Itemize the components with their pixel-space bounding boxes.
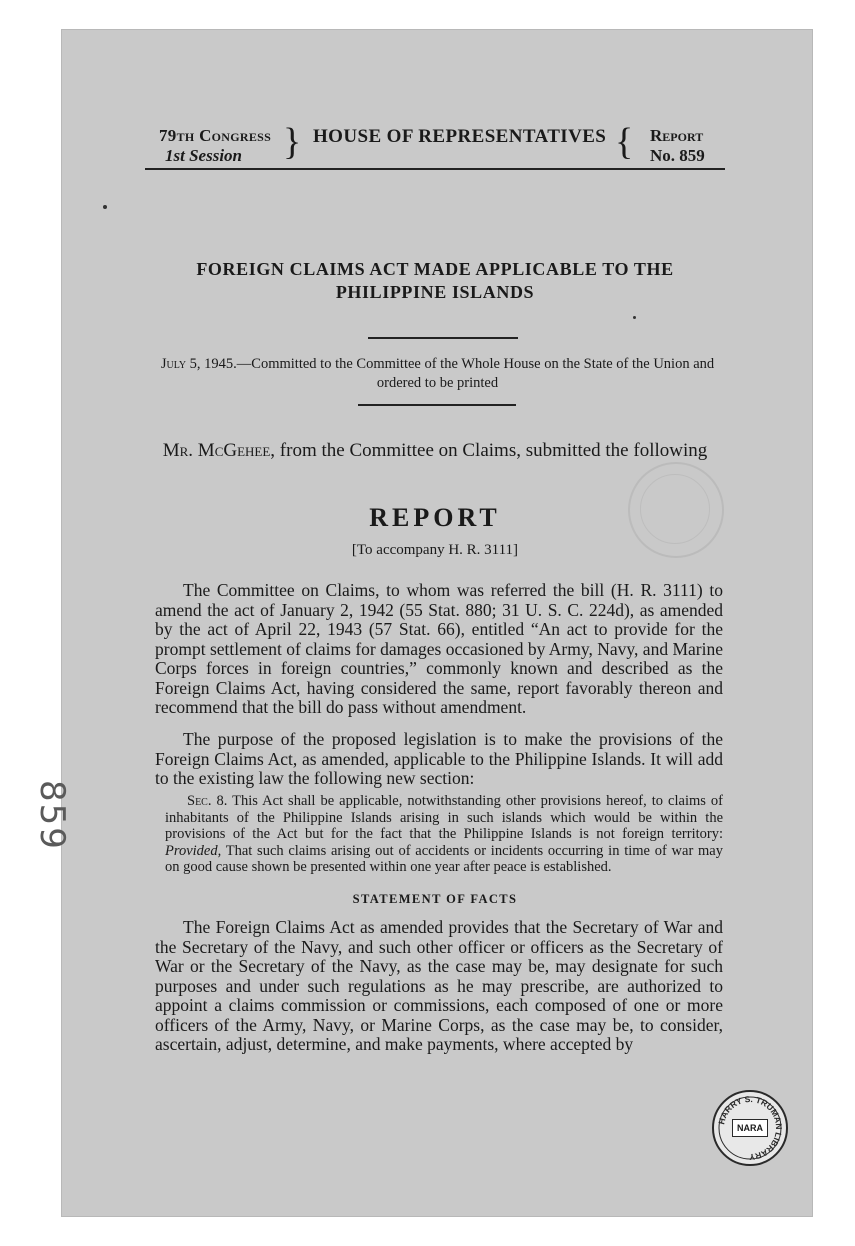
section-label: Sec. 8. — [187, 793, 228, 809]
congress-session — [159, 126, 271, 166]
committed-date: July 5, 1945. — [160, 356, 237, 372]
accompany-note: [To accompany H. R. 3111] — [351, 542, 519, 558]
committed-text: —Committed to the Committee of the Whole House on the State of the Union and ordered to be printed — [236, 356, 715, 391]
session: 1st Session — [165, 146, 242, 165]
faint-received-stamp — [628, 462, 724, 558]
chamber: HOUSE OF REPRESENTATIVES — [313, 126, 607, 147]
committed-divider — [358, 404, 516, 406]
section-text-before: This Act shall be applicable, notwithstanding other provisions hereof, to claims of inhabitants of the Philippine Islands arising in such islands which would be within the provisions of the Act but for the fact that the Philippine Islands is not foreign territory: — [165, 793, 723, 842]
report-number: No. 859 — [650, 146, 705, 165]
submitter-name: Mr. McGehee — [162, 440, 271, 461]
seal-center-text: NARA — [732, 1119, 768, 1137]
right-brace: { — [615, 121, 634, 163]
section-text-after: That such claims arising out of accidents or incidents occurring in time of war may on good cause shown be presented within one year after peace is established. — [165, 842, 723, 875]
report-heading: REPORT — [369, 503, 501, 532]
title-line-2: PHILIPPINE ISLANDS — [335, 282, 535, 302]
seal-ring-text: HARRY S. TRUMAN LIBRARY — [716, 1093, 785, 1163]
page-title — [145, 258, 725, 304]
speck — [633, 316, 636, 319]
section-provided: Provided, — [165, 842, 222, 859]
title-divider — [368, 337, 518, 339]
pencil-marginal-note: 859 — [32, 780, 72, 851]
quoted-section — [165, 793, 723, 876]
congress: 79th Congress — [159, 126, 272, 145]
submitter-text: , from the Committee on Claims, submitted the following — [270, 440, 708, 461]
header-rule — [145, 168, 725, 170]
paragraph-2: The purpose of the proposed legislation is to make the provisions of the Foreign Claims Act, as amended, applicable to the Philippine Islands. It will add to the existing law the following new section: — [155, 729, 723, 788]
truman-library-seal — [712, 1090, 788, 1166]
report-header — [145, 122, 725, 168]
committed-note — [150, 355, 725, 393]
statement-paragraph: The Foreign Claims Act as amended provides that the Secretary of War and the Secretary of the Navy, and such other officer or officers as the Secretary of War or the Secretary of the Navy, as the case may be, may designate for such purposes and under such regulations as he may prescribe, are authorized to appoint a claims commission or commissions, each composed of one or more officers of the Army, Navy, or Marine Corps, as the case may be, to consider, ascertain, adjust, determine, and make payments, where accepted by — [155, 917, 723, 1054]
paragraph-1: The Committee on Claims, to whom was referred the bill (H. R. 3111) to amend the act of January 2, 1942 (55 Stat. 880; 31 U. S. C. 224d), as amended by the act of April 22, 1943 (57 Stat. 66), entitled “An act to provide for the prompt settlement of claims for damages occasioned by Army, Navy, and Marine Corps forces in foreign countries,” commonly known and described as the Foreign Claims Act, having considered the same, report favorably thereon and recommend that the bill do pass without amendment. — [155, 580, 723, 717]
statement-heading: STATEMENT OF FACTS — [352, 892, 518, 906]
report-label: Report — [650, 126, 704, 145]
title-line-1: FOREIGN CLAIMS ACT MADE APPLICABLE TO THE — [196, 259, 674, 279]
speck — [103, 205, 107, 209]
submitter-line — [145, 440, 725, 462]
left-brace: } — [283, 121, 302, 163]
report-number-block — [650, 126, 705, 166]
